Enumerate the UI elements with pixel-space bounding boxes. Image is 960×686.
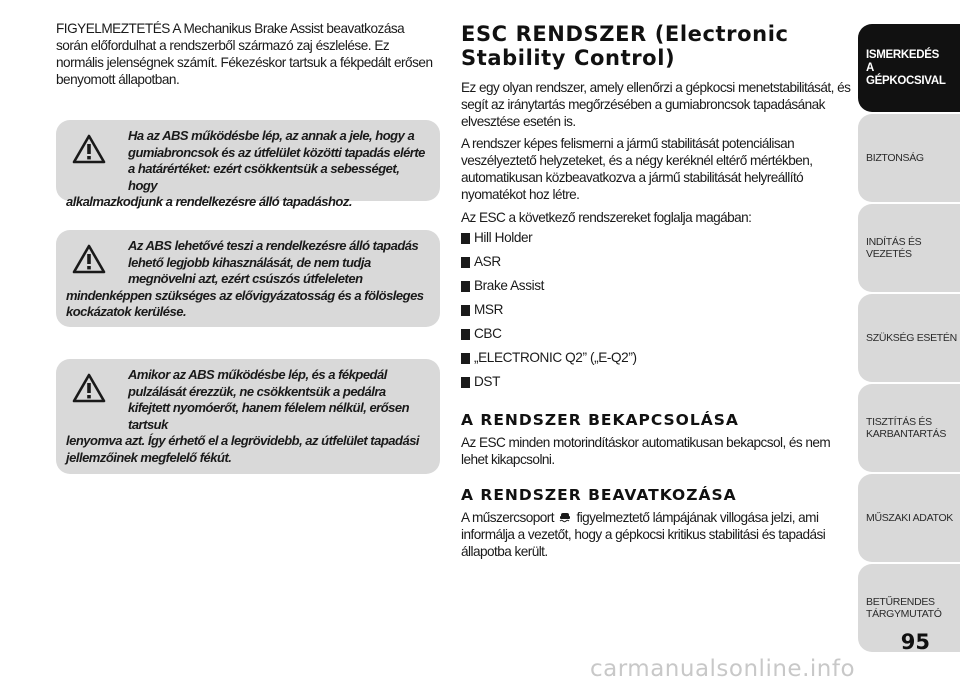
section-title-line1: ESC RENDSZER (Electronic [461, 22, 789, 46]
tab-tisztitas[interactable]: TISZTÍTÁS ÉS KARBANTARTÁS [858, 384, 960, 472]
tab-betrendes[interactable]: BETŰRENDES TÁRGYMUTATÓ [858, 564, 960, 652]
watermark: carmanualsonline.info [590, 656, 856, 682]
intervention-heading: A RENDSZER BEAVATKOZÁSA [461, 485, 737, 504]
esc-skid-car-icon [558, 510, 572, 524]
warning-3-text-first: Amikor az ABS működésbe lép, és a fékpedál pulzálását érezzük, ne csökkentsük a pedálra kifejtett nyomóerőt, hanem félelem nélkül, erősen tartsuk [128, 367, 410, 432]
list-item: „ELECTRONIC Q2” („E-Q2”) [461, 346, 853, 370]
activation-text: Az ESC minden motorindításkor automatikusan bekapcsol, és nem lehet kikapcsolni. [461, 435, 831, 468]
left-column [56, 20, 440, 474]
esc-detail-paragraph: A rendszer képes felismerni a jármű stabilitását potenciálisan veszélyeztető helyzeteket, és a négy keréknél eltérő mértékben, automatikusan közbeavatkozva a jármű stabilitását helyreállító nyomatékot hoz létre. [461, 136, 813, 202]
tab-ismerkedes[interactable]: ISMERKEDÉS A GÉPKOCSIVAL [858, 24, 960, 112]
esc-intro-paragraph: Ez egy olyan rendszer, amely ellenőrzi a gépkocsi menetstabilitását, és segít az iránytartás megőrzésében a gumiabroncsok tapadásának elvesztése esetén is. [461, 80, 851, 129]
warning-1-text-rest: alkalmazkodjunk a rendelkezésre álló tapadáshoz. [66, 194, 352, 209]
warning-box-3 [56, 359, 440, 474]
tab-muszaki[interactable]: MŰSZAKI ADATOK [858, 474, 960, 562]
list-item: Brake Assist [461, 274, 853, 298]
tab-szukseg[interactable]: SZÜKSÉG ESETÉN [858, 294, 960, 382]
warning-box-2 [56, 230, 440, 327]
section-title-line2: Stability Control) [461, 46, 676, 70]
checkbox-bullet-icon [461, 353, 470, 364]
esc-systems-intro: Az ESC a következő rendszereket foglalja magában: [461, 209, 752, 225]
checkbox-bullet-icon [461, 257, 470, 268]
warning-2-text-rest: mindenképpen szükséges az elővigyázatosság és a fölösleges kockázatok kerülése. [66, 287, 424, 319]
list-item: DST [461, 370, 853, 394]
warning-1-text-first: Ha az ABS működésbe lép, az annak a jele, hogy a gumiabroncsok és az útfelület közötti tapadás elérte a határértéket: ezért csökkentsük a sebességet, hogy [128, 128, 425, 193]
activation-heading: A RENDSZER BEKAPCSOLÁSA [461, 411, 739, 430]
chapter-tabs [858, 24, 960, 654]
esc-systems-list [461, 226, 853, 394]
tab-inditas[interactable]: INDÍTÁS ÉS VEZETÉS [858, 204, 960, 292]
right-column [461, 22, 853, 560]
list-item: CBC [461, 322, 853, 346]
list-item: Hill Holder [461, 226, 853, 250]
warning-box-1 [56, 120, 440, 209]
warning-triangle-icon [72, 134, 106, 164]
section-title [461, 22, 853, 70]
intervention-text: A műszercsoport figyelmeztető lámpájának villogása jelzi, ami informálja a vezetőt, hogy a gépkocsi kritikus stabilitási és tapadási állapotba került. [461, 509, 826, 559]
checkbox-bullet-icon [461, 281, 470, 292]
warning-triangle-icon [72, 373, 106, 403]
tab-biztonsag[interactable]: BIZTONSÁG [858, 114, 960, 202]
warning-3-text-rest: lenyomva azt. Így érhető el a legrövidebb, az útfelület tapadási jellemzőinek megfelelő fékút. [66, 433, 420, 465]
page-number: 95 [900, 630, 930, 654]
checkbox-bullet-icon [461, 329, 470, 340]
checkbox-bullet-icon [461, 305, 470, 316]
intro-warning-text: FIGYELMEZTETÉS A Mechanikus Brake Assist beavatkozása során előfordulhat a rendszerből származó zaj észlelése. Ez normális jelenségnek számít. Fékezéskor tartsuk a fékpedált erősen benyomott állapotban. [56, 21, 433, 87]
checkbox-bullet-icon [461, 233, 470, 244]
list-item: ASR [461, 250, 853, 274]
warning-triangle-icon [72, 244, 106, 274]
list-item: MSR [461, 298, 853, 322]
checkbox-bullet-icon [461, 377, 470, 388]
warning-2-text-first: Az ABS lehetővé teszi a rendelkezésre álló tapadás lehető legjobb kihasználását, de nem tudja megnövelni azt, ezért csúszós útfeleleten [128, 238, 419, 286]
